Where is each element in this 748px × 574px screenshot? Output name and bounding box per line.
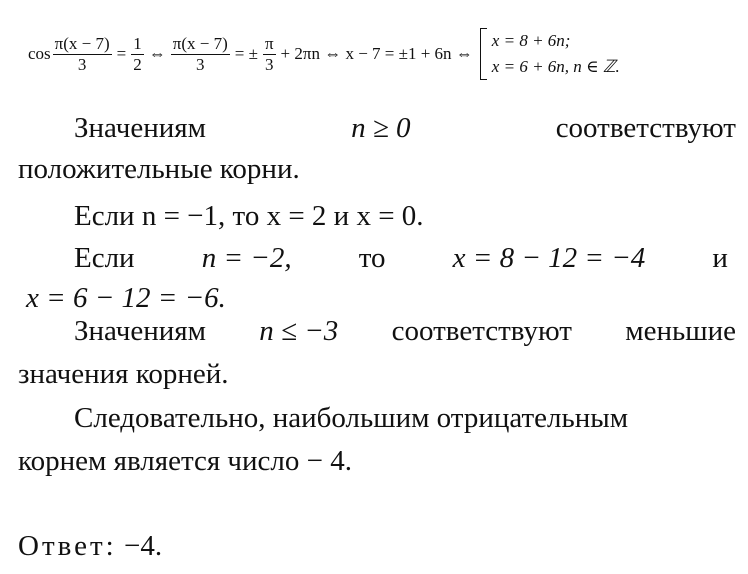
paragraph-word: соответствуют (555, 112, 736, 144)
cos-function: cos (28, 44, 51, 63)
answer-value: −4. (116, 530, 163, 562)
paragraph-word: Значениям (74, 112, 206, 144)
paragraph-4-line-2: значения корней. (18, 358, 229, 390)
paragraph-word: меньшие (625, 315, 736, 347)
equals-sign: = (116, 44, 127, 63)
fraction-numerator: π(x − 7) (54, 33, 110, 53)
paragraph-word: Значениям (74, 315, 206, 347)
fraction-numerator: 1 (133, 33, 142, 53)
paragraph-5-line-1: Следовательно, наибольшим отрицательным (74, 402, 629, 434)
paragraph-word: то (358, 242, 386, 274)
solution-system (480, 28, 620, 80)
fraction-denominator: 3 (264, 54, 274, 74)
fraction (53, 34, 112, 75)
inline-math: n = −2, (201, 242, 292, 274)
fraction-numerator: π (264, 33, 274, 53)
fraction (263, 34, 276, 75)
system-lines (492, 28, 620, 80)
system-line-1: x = 8 + 6n; (491, 31, 571, 50)
answer-line (18, 528, 162, 564)
inline-math: x = 8 − 12 = −4 (452, 242, 646, 274)
equation-chain (28, 18, 728, 90)
paragraph-word: Если (74, 242, 135, 274)
paragraph-1-line-2: положительные корни. (18, 153, 300, 185)
paragraph-2: Если n = −1, то x = 2 и x = 0. (74, 200, 424, 232)
paragraph-word: и (712, 242, 728, 274)
inline-math: n ≤ −3 (259, 315, 339, 347)
iff-sign: ⇔ (148, 44, 166, 63)
fraction-denominator: 2 (133, 54, 142, 74)
paragraph-word: соответствуют (391, 315, 572, 347)
fraction-denominator: 3 (196, 54, 205, 74)
paragraph-3-line-1 (74, 240, 728, 276)
paragraph-5-line-2: корнем является число − 4. (18, 445, 352, 477)
paragraph-4-line-1 (74, 313, 736, 349)
fraction (171, 34, 230, 75)
equals-plus-minus: = ± (234, 44, 258, 63)
inline-math: n ≥ 0 (351, 112, 411, 144)
paragraph-3-line-2: x = 6 − 12 = −6. (26, 282, 226, 314)
fraction (131, 34, 144, 75)
fraction-denominator: 3 (77, 54, 87, 74)
system-line-2: x = 6 + 6n, n ∈ ℤ. (491, 57, 620, 76)
answer-label: Ответ: (18, 530, 117, 562)
fraction-numerator: π(x − 7) (172, 33, 228, 53)
paragraph-1-line-1 (74, 110, 736, 146)
system-bracket (480, 28, 487, 80)
equation-tail: + 2πn ⇔ x − 7 = ±1 + 6n ⇔ (280, 44, 473, 63)
